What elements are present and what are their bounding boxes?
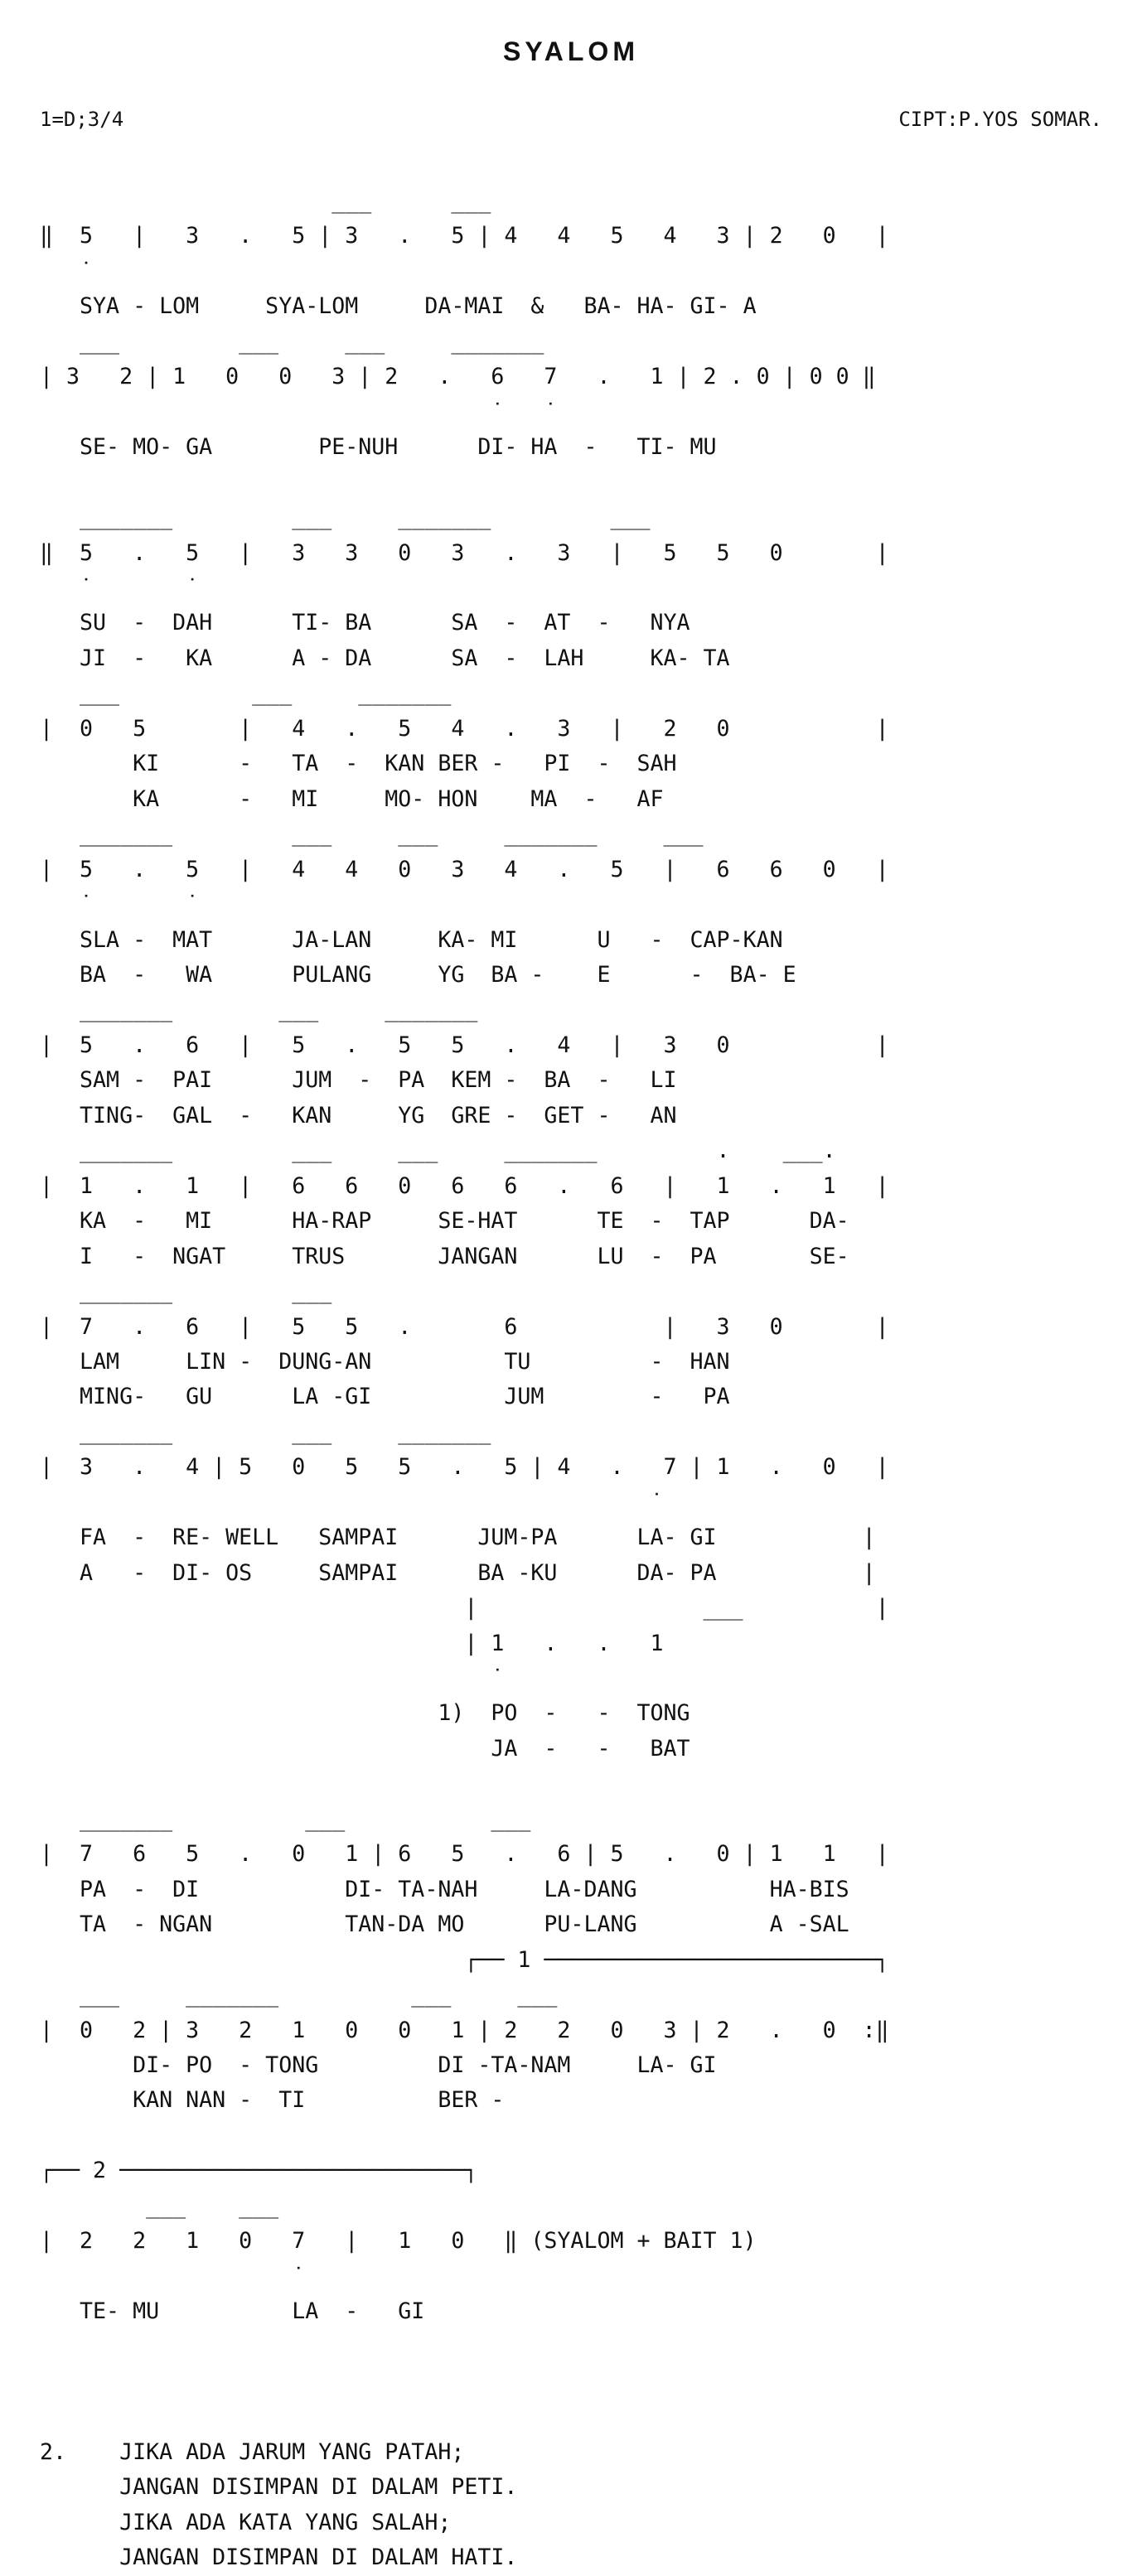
score-line: ˙ ˙ [40,892,200,918]
score-line: ┌── 1 ─────────────────────────┐ [40,1946,889,1973]
score-line: ˙ [40,1489,664,1515]
score-line: ┌── 2 ──────────────────────────┐ [40,2158,478,2184]
score-line: TE- MU LA - GI [40,2298,425,2325]
score-line: LAM LIN - DUNG-AN TU - HAN [40,1348,730,1375]
key-signature: 1=D;3/4 [40,108,124,131]
score-line: ˙ ˙ [40,399,558,425]
score-line: ‖ 5 | 3 . 5 | 3 . 5 | 4 4 5 4 3 | 2 0 | [40,223,889,249]
score-line: ___ ___ [40,188,491,214]
score-line: ___ _______ ___ ___ [40,1982,558,2008]
score-line: | 5 . 6 | 5 . 5 5 . 4 | 3 0 | [40,1032,889,1058]
score-line: _______ ___ [40,1278,332,1305]
score-line: _______ ___ _______ [40,1418,491,1445]
score-line: | 5 . 5 | 4 4 0 3 4 . 5 | 6 6 0 | [40,856,889,882]
score-line: SYA - LOM SYA-LOM DA-MAI & BA- HA- GI- A [40,293,757,320]
score-line: | ___ | [40,1595,889,1621]
score-line: _______ ___ _______ [40,997,478,1023]
score-line: I - NGAT TRUS JANGAN LU - PA SE- [40,1243,849,1269]
score-line: MING- GU LA -GI JUM - PA [40,1384,730,1410]
score-line: | 1 . . 1 [40,1630,664,1656]
score-line: ˙ [40,258,94,284]
score-line: FA - RE- WELL SAMPAI JUM-PA LA- GI | [40,1525,876,1551]
score-line: KAN NAN - TI BER - [40,2087,505,2114]
score-line: ___ ___ [40,2192,279,2219]
score-line: A - DI- OS SAMPAI BA -KU DA- PA | [40,1559,876,1586]
notation-lines [40,184,1117,2576]
score-line: | 1 . 1 | 6 6 0 6 6 . 6 | 1 . 1 | [40,1172,889,1199]
score-line: ‖ 5 . 5 | 3 3 0 3 . 3 | 5 5 0 | [40,539,889,566]
score-line: ___ ___ ___ _______ [40,328,544,355]
score-line: | 2 2 1 0 7 | 1 0 ‖ (SYALOM + BAIT 1) [40,2228,757,2255]
song-title: SYALOM [503,36,639,66]
score-line: | 7 6 5 . 0 1 | 6 5 . 6 | 5 . 0 | 1 1 | [40,1841,889,1868]
score-line: DI- PO - TONG DI -TA-NAM LA- GI [40,2052,717,2079]
score-line: KA - MI HA-RAP SE-HAT TE - TAP DA- [40,1208,849,1235]
score-sheet [40,184,1117,2571]
score-line: TA - NGAN TAN-DA MO PU-LANG A -SAL [40,1911,849,1938]
score-line: BA - WA PULANG YG BA - E - BA- E [40,961,796,988]
score-line: JIKA ADA KATA YANG SALAH; [40,2509,452,2535]
score-line: JI - KA A - DA SA - LAH KA- TA [40,645,730,671]
score-line: _______ ___ ___ _______ ___ [40,821,704,848]
score-line: PA - DI DI- TA-NAH LA-DANG HA-BIS [40,1876,849,1902]
score-line: SLA - MAT JA-LAN KA- MI U - CAP-KAN [40,926,783,953]
score-line: JA - - BAT [40,1735,690,1762]
composer-credit: CIPT:P.YOS SOMAR. [898,108,1102,131]
score-line: 2. JIKA ADA JARUM YANG PATAH; [40,2439,465,2465]
score-line: JANGAN DISIMPAN DI DALAM PETI. [40,2474,518,2501]
score-line: SE- MO- GA PE-NUH DI- HA - TI- MU [40,434,717,461]
score-line: KA - MI MO- HON MA - AF [40,785,664,812]
score-line: _______ ___ ___ _______ . ___. [40,1138,836,1164]
score-line: 1) PO - - TONG [40,1700,690,1727]
score-line: | 3 . 4 | 5 0 5 5 . 5 | 4 . 7 | 1 . 0 | [40,1454,889,1481]
score-line: _______ ___ ___ [40,1805,531,1832]
score-line: | 7 . 6 | 5 5 . 6 | 3 0 | [40,1313,889,1340]
score-line: ˙ [40,2263,306,2289]
score-line: | 3 2 | 1 0 0 3 | 2 . 6 7 . 1 | 2 . 0 | 0 0 ‖ [40,364,876,390]
score-line: | 0 2 | 3 2 1 0 0 1 | 2 2 0 3 | 2 . 0 :‖ [40,2017,889,2043]
score-line: SAM - PAI JUM - PA KEM - BA - LI [40,1067,677,1094]
score-line: SU - DAH TI- BA SA - AT - NYA [40,610,690,636]
score-line: _______ ___ _______ ___ [40,505,651,531]
score-line: | 0 5 | 4 . 5 4 . 3 | 2 0 | [40,715,889,742]
score-line: ___ ___ _______ [40,680,452,707]
score-line: TING- GAL - KAN YG GRE - GET - AN [40,1102,677,1129]
score-line: ˙ [40,1665,505,1692]
score-line: KI - TA - KAN BER - PI - SAH [40,751,677,777]
score-line: ˙ ˙ [40,574,200,601]
score-line: JANGAN DISIMPAN DI DALAM HATI. [40,2545,518,2571]
